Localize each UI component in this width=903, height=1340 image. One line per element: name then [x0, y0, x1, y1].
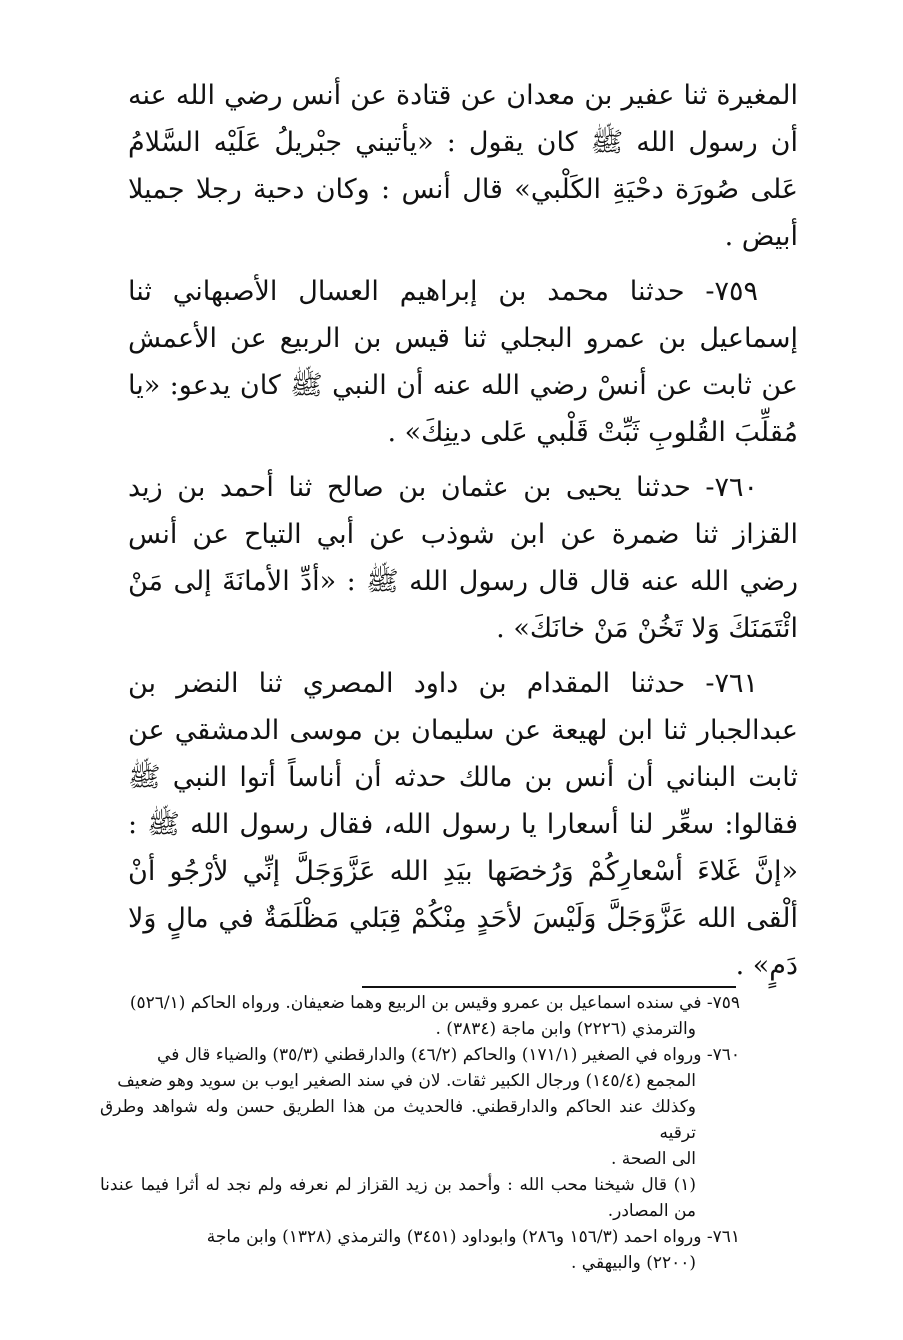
footnote-760-line: ٧٦٠- ورواه في الصغير (١٧١/١) والحاكم (٤٦/٢) والدارقطني (٣٥/٣) والضياء قال في	[157, 1045, 740, 1065]
footnote-760-commentary	[100, 1172, 740, 1224]
footnote-divider	[362, 986, 736, 988]
footnote-760-commentary-text: قال شيخنا محب الله : وأحمد بن زيد القزاز لم نعرفه ولم نجد له أثرا فيما عندنا من المصادر.	[100, 1175, 696, 1221]
footnote-marker: (١)	[673, 1175, 696, 1195]
footnote-760-line: الى الصحة .	[610, 1149, 696, 1169]
hadith-759: ٧٥٩- حدثنا محمد بن إبراهيم العسال الأصبهاني ثنا إسماعيل بن عمرو البجلي ثنا قيس بن الربيع عن الأعمش عن ثابت عن أنسْ رضي الله عنه أن النبي ﷺ كان يدعو: «يا مُقلِّبَ القُلوبِ ثَبِّتْ قَلْبي عَلى دينِكَ» .	[128, 276, 798, 448]
footnote-759-line: ٧٥٩- في سنده اسماعيل بن عمرو وقيس بن الربيع وهما ضعيفان. ورواه الحاكم (٥٢٦/١)	[129, 993, 740, 1013]
footnote-761-line: (٢٢٠٠) والبيهقي .	[571, 1253, 696, 1273]
main-text	[128, 72, 798, 989]
hadith-760: ٧٦٠- حدثنا يحيى بن عثمان بن صالح ثنا أحمد بن زيد القزاز ثنا ضمرة عن ابن شوذب عن أبي التياح عن أنس رضي الله عنه قال قال رسول الله ﷺ : «أدِّ الأمانَةَ إلى مَنْ ائْتَمَنَكَ وَلا تَخُنْ مَنْ خانَكَ» .	[128, 472, 798, 644]
paragraph-continuation: المغيرة ثنا عفير بن معدان عن قتادة عن أنس رضي الله عنه أن رسول الله ﷺ كان يقول : «يأتيني جبْريلُ عَلَيْه السَّلامُ عَلى صُورَة دحْيَةِ الكَلْبي» قال أنس : وكان دحية رجلا جميلا أبيض .	[128, 80, 798, 252]
hadith-761: ٧٦١- حدثنا المقدام بن داود المصري ثنا النضر بن عبدالجبار ثنا ابن لهيعة عن سليمان بن موسى الدمشقي عن ثابت البناني أن أنس بن مالك حدثه أن أناساً أتوا النبي ﷺ فقالوا: سعِّر لنا أسعارا يا رسول الله، فقال رسول الله ﷺ : «إنَّ غَلاءَ أسْعارِكُمْ وَرُخصَها بيَدِ الله عَزَّوَجَلَّ إنِّي لأرْجُو أنْ ألْقى الله عَزَّوَجَلَّ وَلَيْسَ لأحَدٍ مِنْكُمْ قِبَلي مَظْلَمَةٌ في مالٍ وَلا دَمٍ» .	[128, 668, 798, 981]
footnote-760-line: وكذلك عند الحاكم والدارقطني. فالحديث من هذا الطريق حسن وله شواهد وطرق ترقيه	[100, 1097, 696, 1143]
footnote-760-line: المجمع (١٤٥/٤) ورجال الكبير ثقات. لان في سند الصغير ايوب بن سويد وهو ضعيف	[117, 1071, 696, 1091]
footnote-761-line: ٧٦١- ورواه احمد (١٥٦/٣ و٢٨٦) وابوداود (٣٤٥١) والترمذي (١٣٢٨) وابن ماجة	[206, 1227, 740, 1247]
footnotes	[100, 990, 740, 1276]
footnote-759-line: والترمذي (٢٢٢٦) وابن ماجة (٣٨٣٤) .	[435, 1019, 696, 1039]
